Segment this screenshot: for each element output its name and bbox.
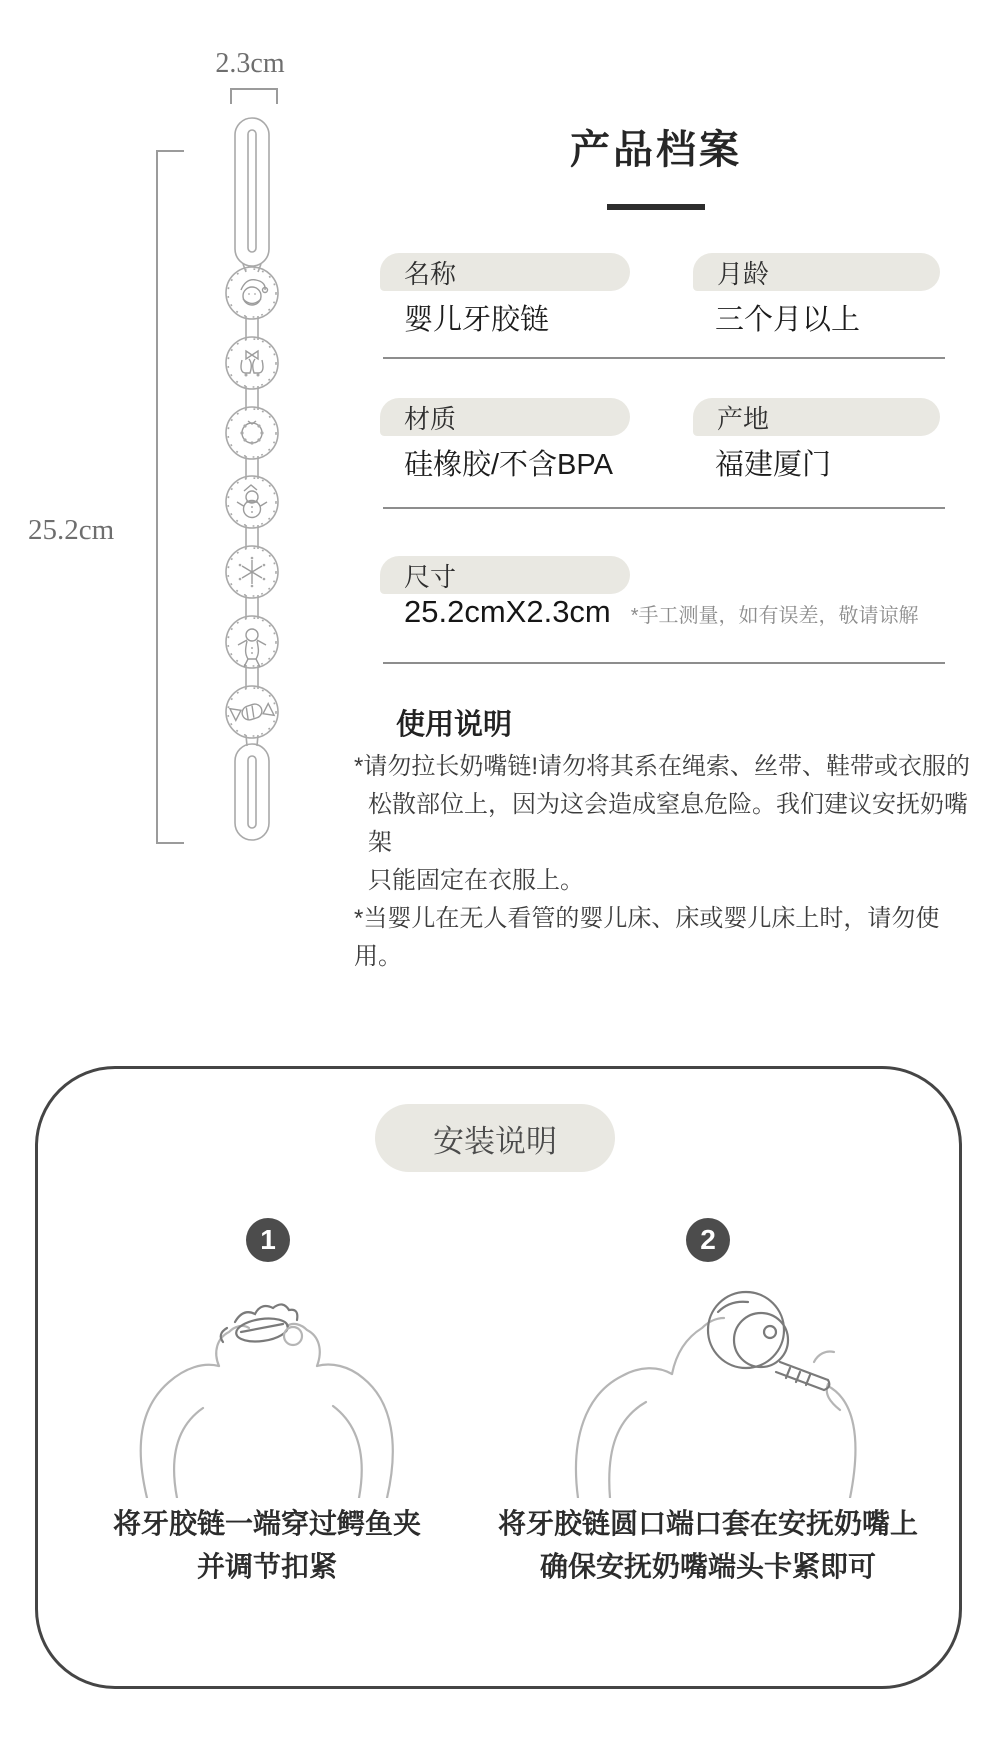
field-label-age: 月龄 — [693, 253, 940, 291]
field-label-size: 尺寸 — [380, 556, 630, 594]
bead-snowflake-icon — [239, 557, 266, 588]
installation-title: 安装说明 — [375, 1104, 615, 1172]
field-value-size: 25.2cmX2.3cm — [404, 594, 611, 629]
right-hand-sketch — [287, 1324, 393, 1498]
teether-chain-diagram — [186, 106, 318, 856]
step-1-caption: 将牙胶链一端穿过鳄鱼夹 并调节扣紧 — [112, 1508, 421, 1582]
top-strap — [235, 118, 269, 272]
width-dimension-bracket — [230, 88, 278, 104]
usage-heading: 使用说明 — [396, 709, 513, 741]
usage-line: 只能固定在衣服上。 — [368, 867, 584, 894]
bead-santa-icon — [241, 280, 268, 305]
field-value-origin: 福建厦门 — [715, 449, 832, 481]
usage-line: 松散部位上，因为这会造成窒息危险。我们建议安抚奶嘴架 — [368, 791, 968, 856]
field-label-name: 名称 — [380, 253, 630, 291]
field-label-origin: 产地 — [693, 398, 940, 436]
measurement-note: *手工测量，如有误差，敬请谅解 — [630, 605, 919, 627]
step-2-badge: 2 — [686, 1218, 730, 1262]
bead-snowman-icon — [237, 485, 267, 518]
field-value-material: 硅橡胶/不含BPA — [404, 449, 613, 481]
bead-wreath-icon — [240, 421, 263, 445]
bead-bells-icon — [241, 351, 263, 377]
field-label-material: 材质 — [380, 398, 630, 436]
step-1-illustration — [77, 1278, 457, 1498]
title-underline — [607, 204, 705, 210]
usage-line: *当婴儿在无人看管的婴儿床、床或婴儿床上时，请勿使用。 — [354, 905, 940, 970]
step-1-badge: 1 — [246, 1218, 290, 1262]
divider — [383, 357, 945, 359]
field-value-size-row — [404, 594, 919, 630]
usage-text — [354, 748, 978, 976]
field-value-name: 婴儿牙胶链 — [404, 304, 550, 336]
divider — [383, 662, 945, 664]
height-dimension-label: 25.2cm — [28, 514, 115, 546]
height-dimension-bracket — [156, 150, 184, 844]
step-2-illustration — [518, 1278, 898, 1498]
bottom-strap — [235, 744, 269, 840]
width-dimension-label: 2.3cm — [215, 48, 285, 79]
bead-gingerbread-man-icon — [238, 629, 266, 667]
left-hand-sketch — [141, 1326, 249, 1498]
page-title: 产品档案 — [570, 128, 742, 172]
left-hand-sketch — [576, 1318, 724, 1498]
field-value-age: 三个月以上 — [715, 304, 861, 336]
pacifier-icon — [708, 1292, 829, 1390]
bead-candy-icon — [230, 696, 274, 727]
right-hand-sketch — [814, 1351, 855, 1498]
divider — [383, 507, 945, 509]
usage-line: *请勿拉长奶嘴链!请勿将其系在绳索、丝带、鞋带或衣服的 — [354, 753, 971, 780]
step-2-caption: 将牙胶链圆口端口套在安抚奶嘴上 确保安抚奶嘴端头卡紧即可 — [497, 1508, 918, 1582]
